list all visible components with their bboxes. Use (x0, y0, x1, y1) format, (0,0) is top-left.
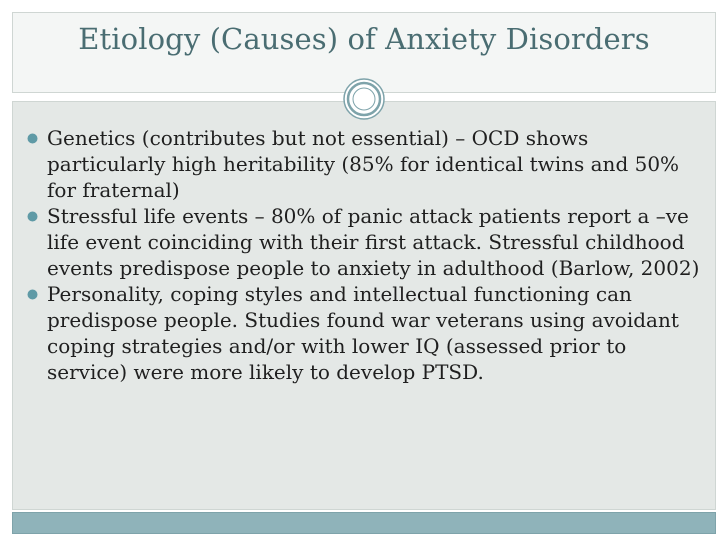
circle-ornament-icon (343, 78, 385, 120)
bullet-item-personality (26, 281, 702, 385)
bullet-text: Personality, coping styles and intellectual functioning can predispose people. Studies found war veterans using avoidant coping strategies and/or with lower IQ (assessed prior to service) were more likely to develop PTSD. (47, 282, 679, 384)
footer-band (12, 512, 716, 534)
bullet-text: Genetics (contributes but not essential) – OCD shows particularly high heritability (85% for identical twins and 50% for fraternal) (47, 126, 680, 202)
bullet-list (26, 125, 702, 385)
bullet-dot-icon (27, 133, 38, 144)
bullet-text: Stressful life events – 80% of panic attack patients report a –ve life event coinciding with their first attack. Stressful childhood events predispose people to anxiety in adulthood (Barlow, 2002) (47, 204, 700, 280)
bullet-dot-icon (27, 289, 38, 300)
bullet-dot-icon (27, 211, 38, 222)
slide-title: Etiology (Causes) of Anxiety Disorders (78, 22, 650, 56)
bullet-item-genetics (26, 125, 702, 203)
bullet-item-stressful-events (26, 203, 702, 281)
